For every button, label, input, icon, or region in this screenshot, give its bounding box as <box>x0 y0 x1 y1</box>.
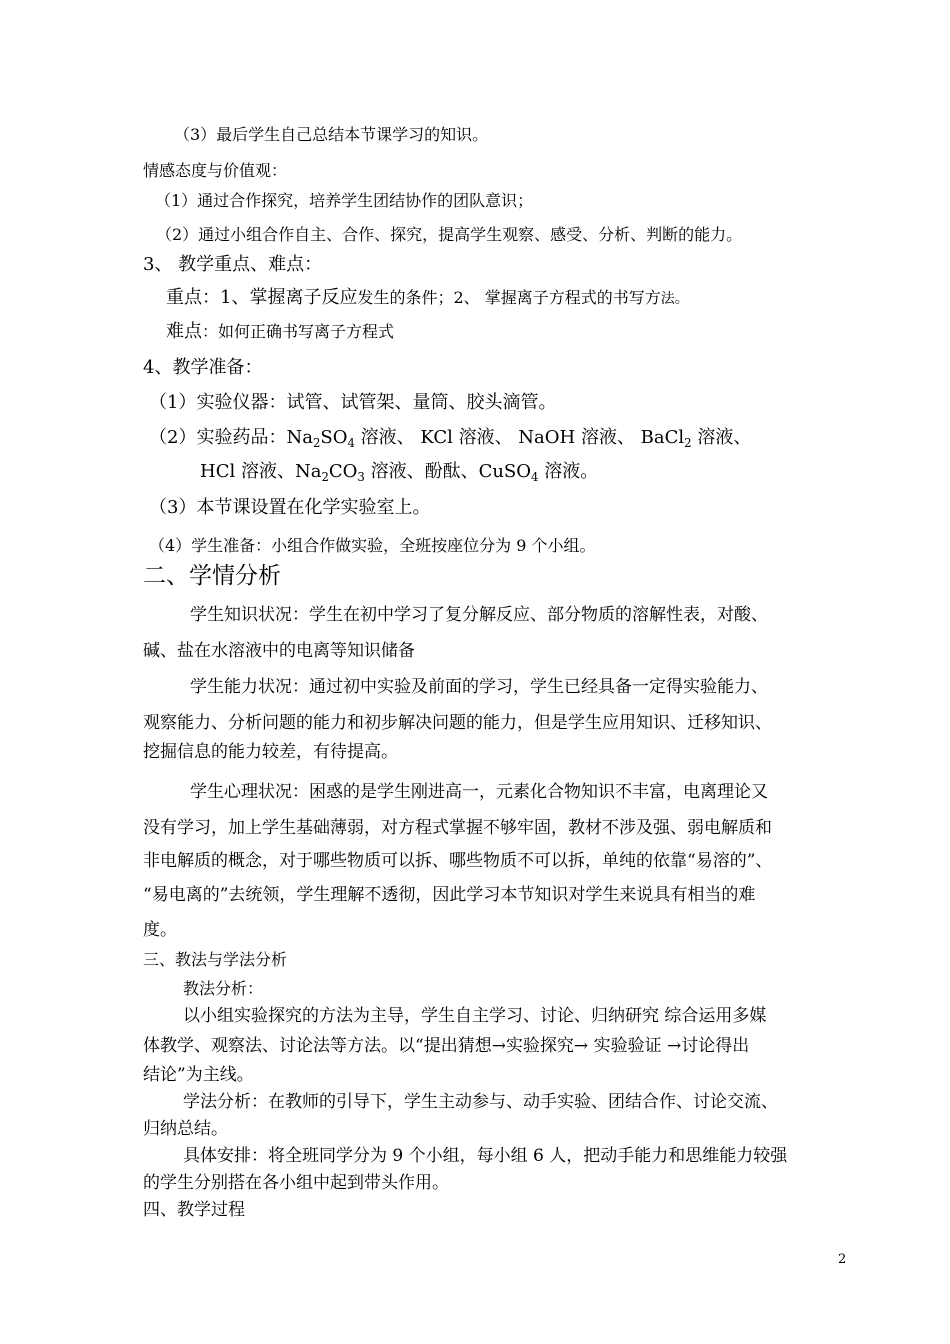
text-line: （2）通过小组合作自主、合作、探究，提高学生观察、感受、分析、判断的能力。 <box>156 225 743 244</box>
page-number: 2 <box>838 1252 847 1267</box>
text-segment: 溶液。 <box>538 461 599 482</box>
text-line: 度。 <box>143 920 177 940</box>
text-line <box>149 427 752 451</box>
subscript: 4 <box>531 470 539 485</box>
text-line: （3）最后学生自己总结本节课学习的知识。 <box>174 125 489 144</box>
text-line: 学法分析：在教师的引导下，学生主动参与、动手实验、团结合作、讨论交流、 <box>183 1092 778 1112</box>
section-heading: 三、教法与学法分析 <box>143 950 288 969</box>
text-segment: 溶液、 KCl 溶液、 NaOH 溶液、 BaCl <box>354 427 685 448</box>
text-line <box>200 461 599 485</box>
text-line: 没有学习，加上学生基础薄弱，对方程式掌握不够牢固，教材不涉及强、弱电解质和 <box>143 818 772 838</box>
text-line: （1）通过合作探究，培养学生团结协作的团队意识； <box>155 191 534 210</box>
subscript: 2 <box>684 436 692 451</box>
text-segment: CO <box>328 461 358 482</box>
text-segment: 难点 <box>166 321 202 342</box>
text-line: （4）学生准备：小组合作做实验，全班按座位分为 9 个小组。 <box>149 536 596 555</box>
text-line: 挖掘信息的能力较差，有待提高。 <box>143 742 398 762</box>
text-line: 以小组实验探究的方法为主导，学生自主学习、讨论、归纳研究 综合运用多媒 <box>183 1006 767 1026</box>
section-heading: 3、 教学重点、难点： <box>143 254 323 275</box>
text-line: 体教学、观察法、讨论法等方法。以“提出猜想→实验探究→ 实验验证 →讨论得出 <box>143 1036 750 1056</box>
text-segment: 重点：1、掌握离子反应 <box>166 287 358 308</box>
text-line: 归纳总结。 <box>143 1119 228 1139</box>
text-segment: 溶液、 <box>691 427 752 448</box>
text-line: 学生知识状况：学生在初中学习了复分解反应、部分物质的溶解性表，对酸、 <box>190 605 768 625</box>
text-line: 学生心理状况：困惑的是学生刚进高一，元素化合物知识不丰富，电离理论又 <box>190 782 768 802</box>
text-line: “易电离的”去统领，学生理解不透彻，因此学习本节知识对学生来说具有相当的难 <box>143 885 756 905</box>
subscript: 4 <box>347 436 355 451</box>
text-line: 情感态度与价值观： <box>143 161 288 180</box>
section-heading: 四、教学过程 <box>143 1200 245 1220</box>
text-segment: HCl 溶液、Na <box>200 461 322 482</box>
section-heading: 4、教学准备： <box>143 357 263 378</box>
text-line: 的学生分别搭在各小组中起到带头作用。 <box>143 1173 449 1193</box>
text-line: 非电解质的概念，对于哪些物质可以拆、哪些物质不可以拆，单纯的依靠“易溶的”、 <box>143 851 773 871</box>
text-segment: 法。 <box>660 291 689 307</box>
text-segment: SO <box>320 427 348 448</box>
subscript: 2 <box>321 470 329 485</box>
text-segment: ：如何正确书写离子方程式 <box>202 322 395 341</box>
text-line: 碱、盐在水溶液中的电离等知识储备 <box>143 641 415 661</box>
text-line: 具体安排：将全班同学分为 9 个小组，每小组 6 人，把动手能力和思维能力较强 <box>183 1146 788 1166</box>
text-line <box>166 323 394 341</box>
section-heading: 二、学情分析 <box>143 563 281 589</box>
subscript: 3 <box>357 470 365 485</box>
subscript: 2 <box>312 436 321 451</box>
text-line: （3）本节课设置在化学实验室上。 <box>149 497 431 518</box>
text-line: 学生能力状况：通过初中实验及前面的学习，学生已经具备一定得实验能力、 <box>190 677 768 697</box>
text-line: （1）实验仪器：试管、试管架、量筒、胶头滴管。 <box>149 392 557 413</box>
text-segment: 溶液、酚酞、CuSO <box>364 461 532 482</box>
text-line: 结论”为主线。 <box>143 1065 254 1085</box>
text-line: 观察能力、分析问题的能力和初步解决问题的能力，但是学生应用知识、迁移知识、 <box>143 713 772 733</box>
text-line <box>166 289 689 307</box>
text-line: 教法分析： <box>183 979 264 998</box>
text-segment: 发生的条件；2、 掌握离子方程式的书写方 <box>357 288 661 307</box>
text-segment: （2）实验药品：Na <box>149 427 313 448</box>
